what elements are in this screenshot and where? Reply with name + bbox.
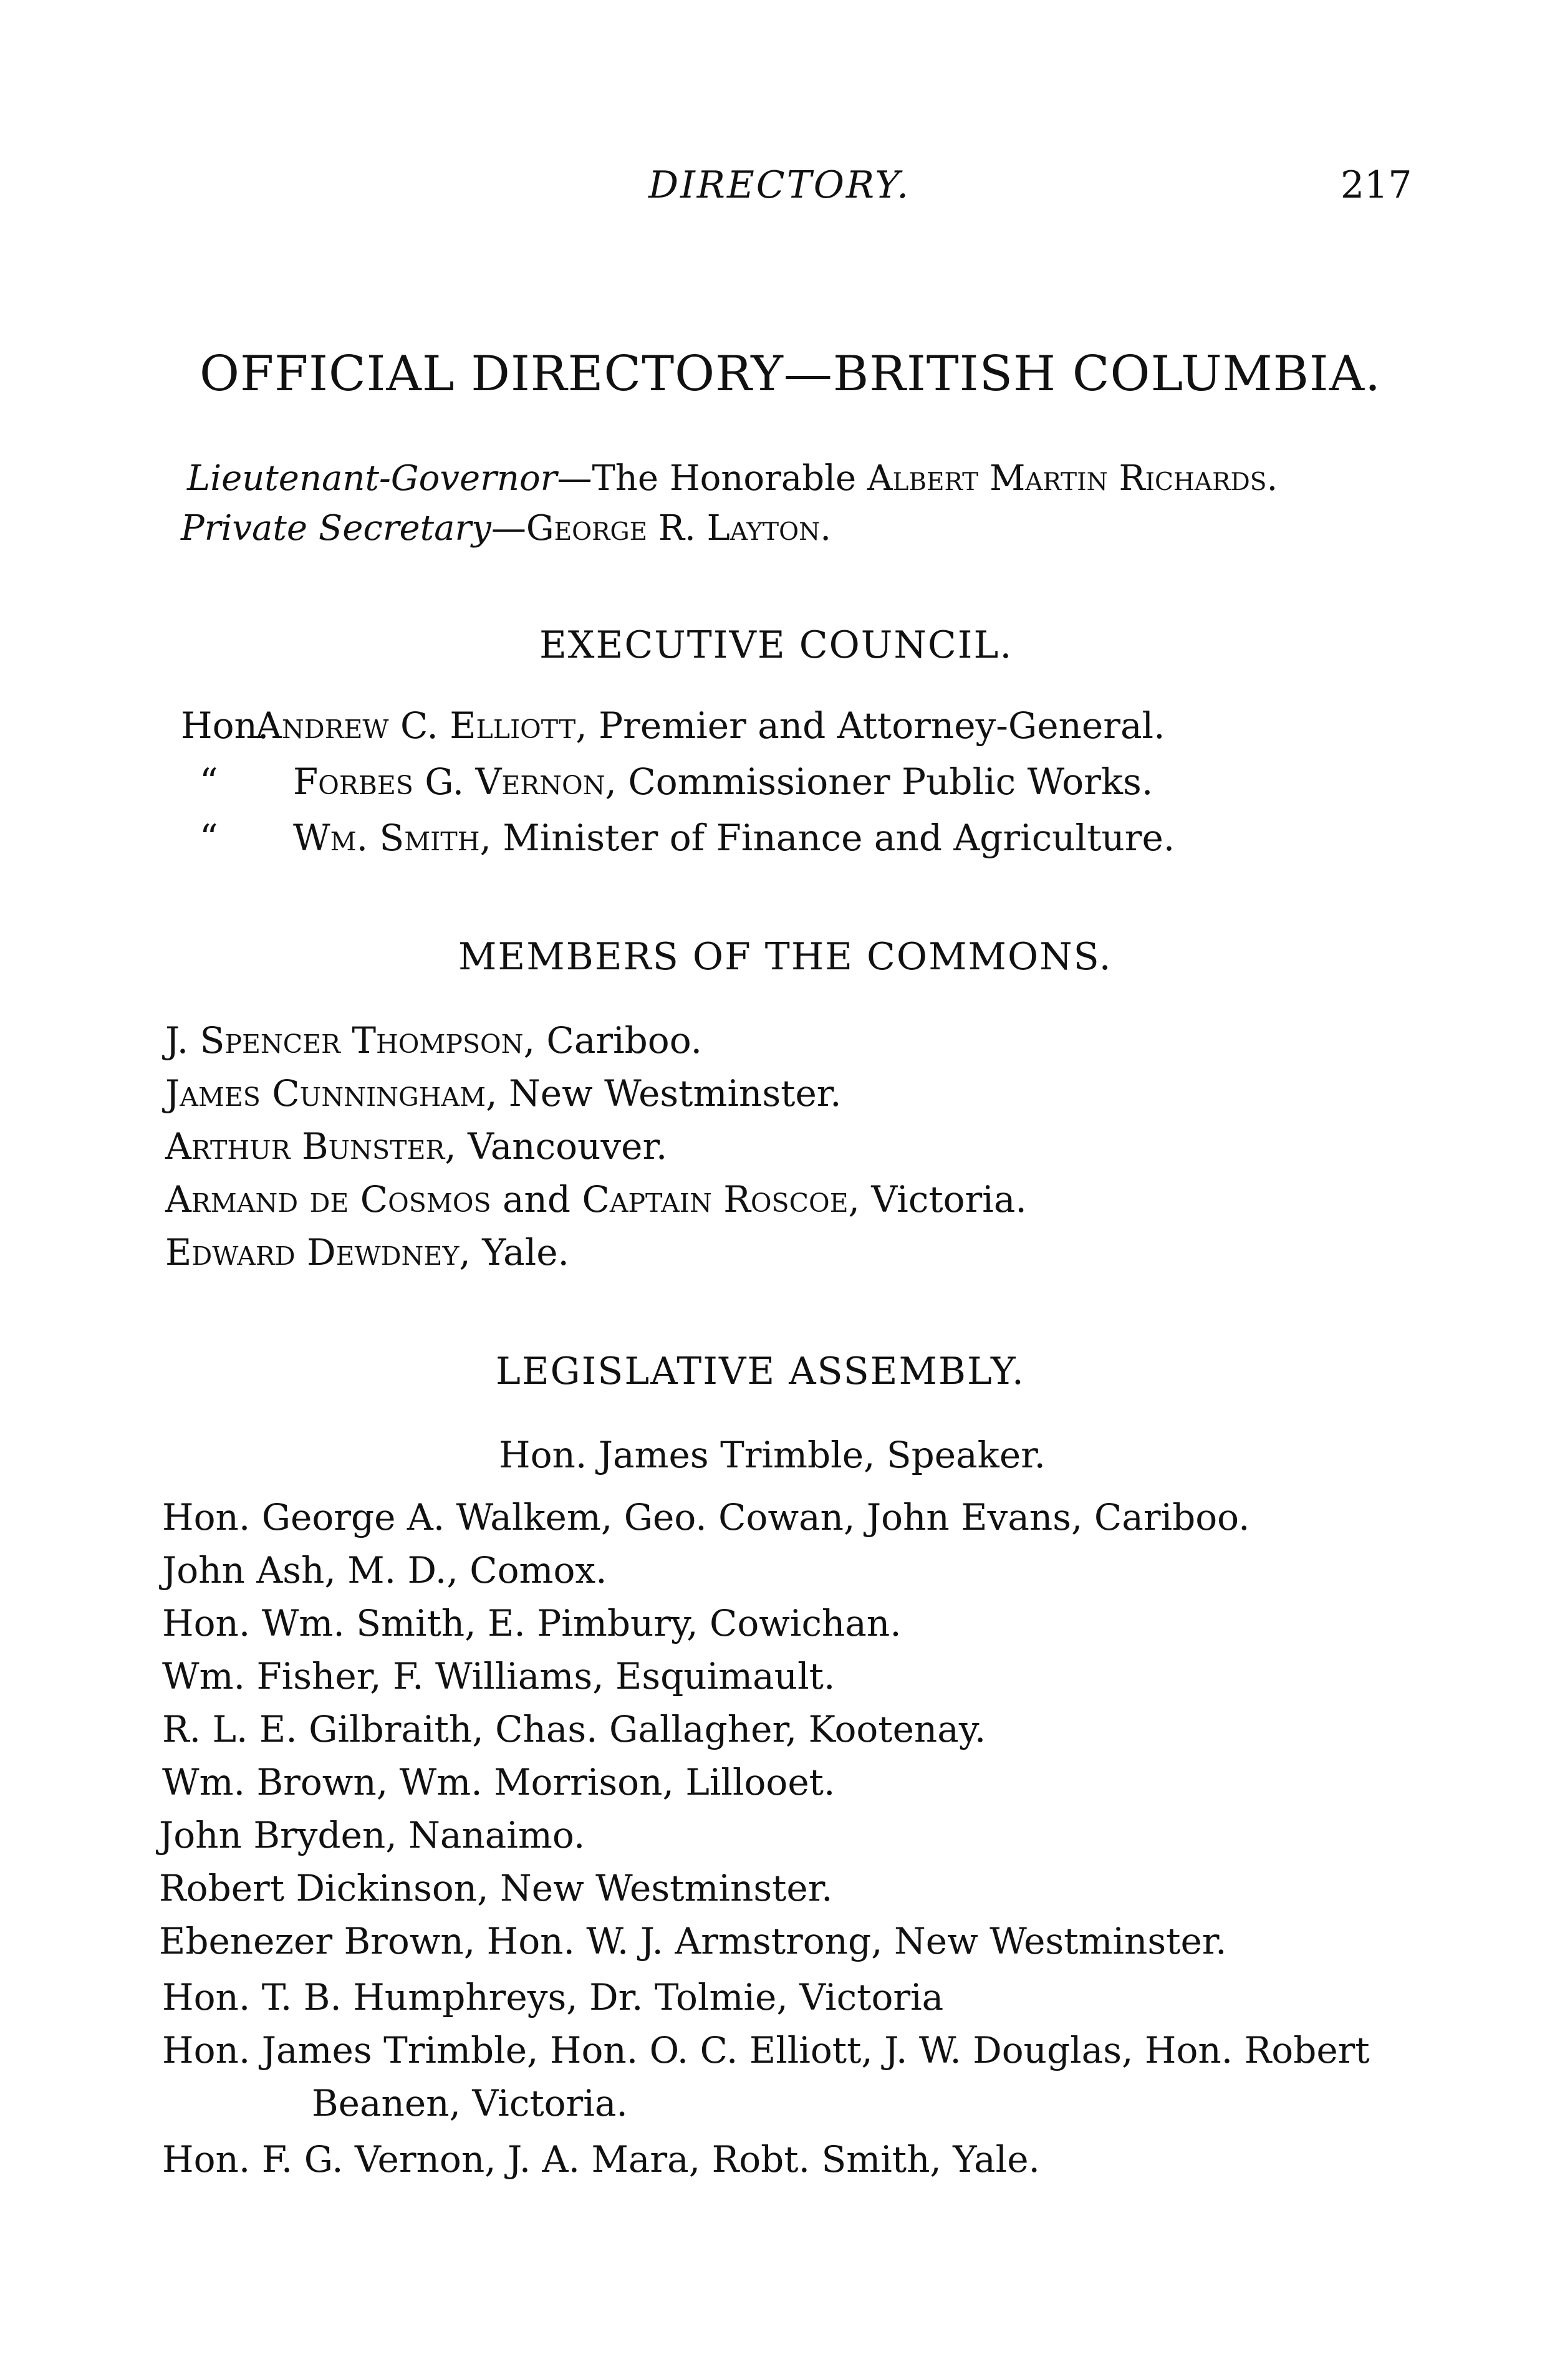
council-member: [181, 761, 1153, 803]
running-head: [0, 163, 1560, 213]
heading-commons: MEMBERS OF THE COMMONS.: [458, 935, 1112, 979]
assembly-member: Robert Dickinson, New Westminster.: [159, 1867, 833, 1909]
officer-private-secretary: [181, 508, 831, 549]
heading-legislative-assembly: LEGISLATIVE ASSEMBLY.: [496, 1350, 1025, 1393]
member-place: , New Westminster.: [486, 1072, 842, 1115]
page-title: OFFICIAL DIRECTORY—BRITISH COLUMBIA.: [200, 346, 1381, 402]
assembly-member: Wm. Brown, Wm. Morrison, Lillooet.: [162, 1761, 835, 1803]
member-name: J. Spencer Thompson: [165, 1019, 524, 1062]
member-name-second: Captain Roscoe: [582, 1178, 849, 1221]
officer-lieutenant-governor: [187, 458, 1278, 499]
officer-text: —: [491, 508, 526, 549]
officer-name: Albert Martin Richards: [867, 458, 1267, 499]
member-place: , Victoria.: [848, 1178, 1027, 1221]
officer-text: —The Honorable: [557, 458, 867, 499]
assembly-member: Hon. George A. Walkem, Geo. Cowan, John Evans, Cariboo.: [162, 1496, 1250, 1538]
assembly-member-continued: Beanen, Victoria.: [312, 2082, 628, 2124]
member-name: Wm. Smith: [293, 817, 480, 859]
commons-member: [165, 1231, 569, 1274]
member-role: , Commissioner Public Works.: [605, 761, 1153, 803]
commons-member: [165, 1178, 1027, 1221]
assembly-member: Hon. T. B. Humphreys, Dr. Tolmie, Victoria: [162, 1976, 944, 2018]
officer-end: .: [1266, 458, 1278, 499]
officer-end: .: [820, 508, 832, 549]
member-name: Forbes G. Vernon: [293, 761, 605, 803]
commons-member: [165, 1125, 667, 1168]
member-joiner: and: [491, 1178, 582, 1221]
assembly-member: Ebenezer Brown, Hon. W. J. Armstrong, New Westminster.: [159, 1920, 1227, 1962]
member-prefix: “: [200, 761, 218, 803]
member-name: James Cunningham: [165, 1072, 486, 1115]
council-member: [181, 817, 1175, 859]
assembly-member: Hon. James Trimble, Hon. O. C. Elliott, J. W. Douglas, Hon. Robert: [162, 2029, 1370, 2071]
member-name: Edward Dewdney: [165, 1231, 460, 1274]
member-name: Andrew C. Elliott: [256, 704, 576, 747]
member-name: Arthur Bunster: [165, 1125, 445, 1168]
running-title: DIRECTORY.: [648, 163, 911, 207]
member-name: Armand de Cosmos: [165, 1178, 491, 1221]
officer-name: George R. Layton: [526, 508, 821, 549]
heading-executive-council: EXECUTIVE COUNCIL.: [539, 623, 1013, 667]
assembly-speaker: Hon. James Trimble, Speaker.: [499, 1434, 1046, 1476]
assembly-member: Hon. F. G. Vernon, J. A. Mara, Robt. Smith, Yale.: [162, 2138, 1040, 2181]
commons-member: [165, 1072, 842, 1115]
member-place: , Cariboo.: [523, 1019, 703, 1062]
page-number: 217: [1341, 163, 1412, 207]
officer-role: Lieutenant-Governor: [187, 458, 557, 499]
member-place: , Yale.: [459, 1231, 569, 1274]
assembly-member: Hon. Wm. Smith, E. Pimbury, Cowichan.: [162, 1602, 902, 1644]
member-role: , Minister of Finance and Agriculture.: [479, 817, 1175, 859]
member-prefix: “: [200, 817, 218, 859]
member-place: , Vancouver.: [445, 1125, 668, 1168]
member-prefix: Hon.: [181, 704, 269, 747]
assembly-member: John Ash, M. D., Comox.: [162, 1549, 607, 1591]
officer-role: Private Secretary: [181, 508, 491, 549]
member-role: , Premier and Attorney-General.: [575, 704, 1165, 747]
assembly-member: John Bryden, Nanaimo.: [159, 1814, 585, 1856]
assembly-member: R. L. E. Gilbraith, Chas. Gallagher, Kootenay.: [162, 1708, 986, 1750]
council-member: [181, 704, 1165, 747]
assembly-member: Wm. Fisher, F. Williams, Esquimault.: [162, 1655, 835, 1697]
commons-member: [165, 1019, 702, 1062]
